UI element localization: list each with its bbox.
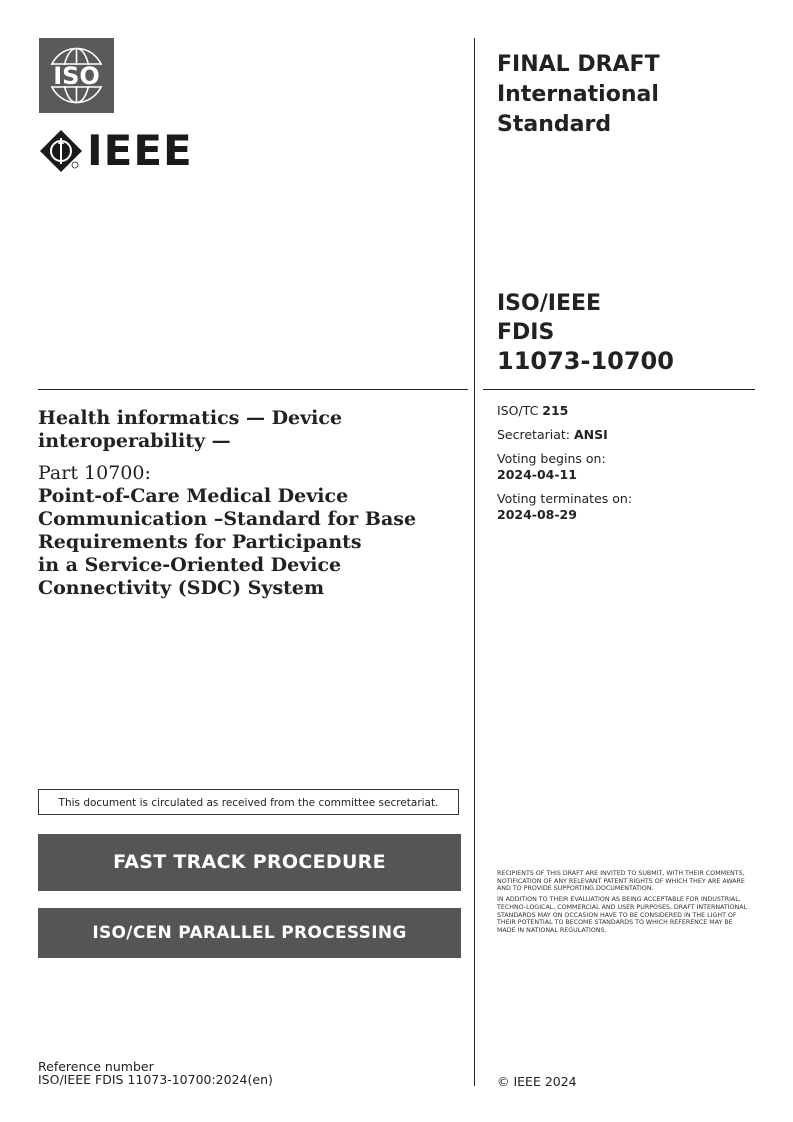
part-title (38, 485, 458, 600)
document-status (497, 50, 660, 140)
iso-globe-icon (39, 38, 114, 113)
draft-notice (497, 870, 753, 938)
title-main-line-2: interoperability — (38, 430, 231, 452)
secretariat-label: Secretariat: (497, 427, 574, 442)
circulation-note: This document is circulated as received from the committee secretariat. (38, 789, 459, 815)
part-label: Part 10700: (38, 462, 151, 484)
voting-begins (497, 451, 632, 483)
ieee-logo-text: IEEE (87, 125, 193, 175)
ieee-diamond-icon (39, 129, 83, 173)
notice-paragraph-1: RECIPIENTS OF THIS DRAFT ARE INVITED TO SUBMIT, WITH THEIR COMMENTS, NOTIFICATION OF ANY RELEVANT PATENT RIGHTS OF WHICH THEY ARE AWARE AND TO PROVIDE SUPPORTING DOCUMENTATION. (497, 870, 745, 893)
docnum-line-1: ISO/IEEE (497, 291, 602, 316)
tc-value: 215 (542, 403, 569, 418)
status-line-1: FINAL DRAFT (497, 52, 660, 77)
status-line-2: International (497, 82, 659, 107)
parallel-processing-banner: ISO/CEN PARALLEL PROCESSING (38, 908, 461, 958)
iso-logo-text: ISO (53, 62, 100, 90)
reference-value: ISO/IEEE FDIS 11073-10700:2024(en) (38, 1072, 273, 1087)
fast-track-banner: FAST TRACK PROCEDURE (38, 834, 461, 891)
notice-paragraph-2: IN ADDITION TO THEIR EVALUATION AS BEING ACCEPTABLE FOR INDUSTRIAL, TECHNO-LOGICAL, COMMERCIAL AND USER PURPOSES, DRAFT INTERNATIONAL STANDARDS MAY ON OCCASION HAVE TO BE CONSIDERED IN THE LIGHT OF THEIR POTENTIAL TO BECOME STANDARDS TO WHICH REFERENCE MAY BE MADE IN NATIONAL REGULATIONS. (497, 896, 748, 934)
horizontal-divider-left (38, 389, 468, 390)
document-meta (497, 403, 632, 531)
voting-begins-label: Voting begins on: (497, 451, 606, 466)
document-number (497, 289, 674, 376)
voting-terminates (497, 491, 632, 523)
technical-committee (497, 403, 632, 419)
horizontal-divider-right (483, 389, 755, 390)
part-title-line-2: Communication –Standard for Base (38, 508, 417, 530)
title-main (38, 407, 458, 453)
part-title-line-4: in a Service-Oriented Device (38, 554, 342, 576)
title-main-line-1: Health informatics — Device (38, 407, 343, 429)
voting-begins-value: 2024-04-11 (497, 467, 577, 482)
voting-ends-value: 2024-08-29 (497, 507, 577, 522)
ieee-logo (39, 125, 193, 175)
secretariat (497, 427, 632, 443)
document-title (38, 407, 458, 600)
tc-label: ISO/TC (497, 403, 543, 418)
status-line-3: Standard (497, 112, 612, 137)
docnum-line-3: 11073-10700 (497, 347, 674, 375)
vertical-divider (474, 38, 475, 1086)
voting-ends-label: Voting terminates on: (497, 491, 633, 506)
reference-number (38, 1060, 273, 1086)
part-title-line-1: Point-of-Care Medical Device (38, 485, 349, 507)
iso-logo (39, 38, 114, 113)
part-title-line-5: Connectivity (SDC) System (38, 577, 325, 599)
copyright: © IEEE 2024 (497, 1074, 577, 1089)
reference-label: Reference number (38, 1059, 154, 1074)
secretariat-value: ANSI (573, 427, 608, 442)
part-title-line-3: Requirements for Participants (38, 531, 362, 553)
docnum-line-2: FDIS (497, 320, 555, 345)
